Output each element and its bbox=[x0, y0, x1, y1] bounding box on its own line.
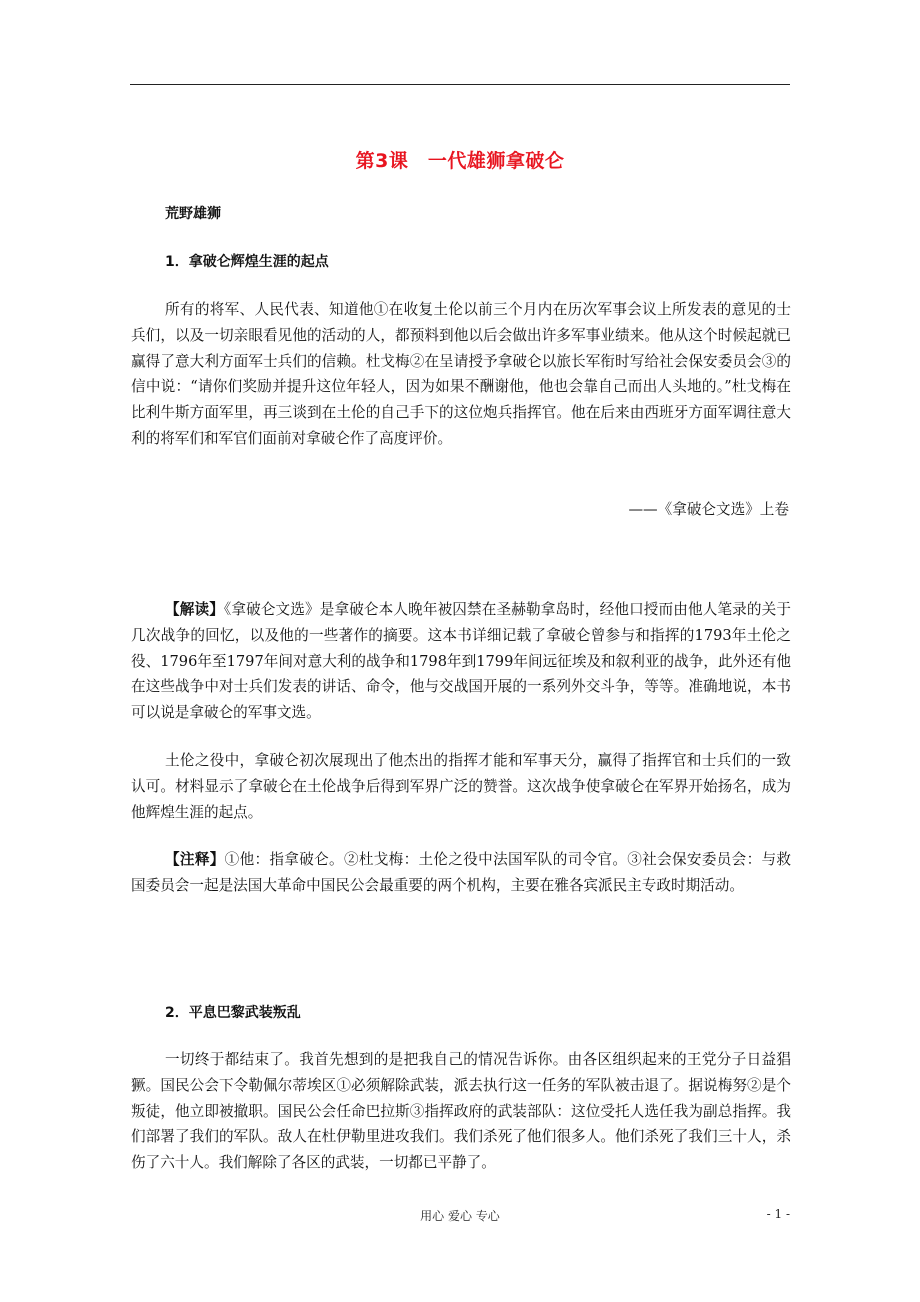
reading-paragraph bbox=[131, 597, 791, 726]
lesson-title: 第3课 一代雄狮拿破仑 bbox=[355, 150, 565, 172]
notes-text: ①他：指拿破仑。②杜戈梅：土伦之役中法国军队的司令官。③社会保安委员会：与救国委员会一起是法国大革命中国民公会最重要的两个机构，主要在雅各宾派民主专政时期活动。 bbox=[131, 851, 791, 894]
notes-label: 【注释】 bbox=[165, 851, 225, 868]
reading-label: 【解读】 bbox=[165, 601, 224, 618]
analysis-paragraph: 土伦之役中，拿破仑初次展现出了他杰出的指挥才能和军事天分，赢得了指挥官和士兵们的一致认可。材料显示了拿破仑在土伦战争后得到军界广泛的赞誉。这次战争使拿破仑在军界开始扬名，成为他辉煌生涯的起点。 bbox=[131, 752, 791, 821]
notes-paragraph bbox=[131, 847, 791, 899]
reading-text: 《拿破仑文选》是拿破仑本人晚年被囚禁在圣赫勒拿岛时，经他口授而由他人笔录的关于几次战争的回忆，以及他的一些著作的摘要。这本书详细记载了拿破仑曾参与和指挥的1793年土伦之役、1796年至1797年间对意大利的战争和1798年到1799年间远征埃及和叙利亚的战争，此外还有他在这些战争中对士兵们发表的讲话、命令，他与交战国开展的一系列外交斗争，等等。准确地说，本书可以说是拿破仑的军事文选。 bbox=[131, 601, 791, 722]
page-number: - 1 - bbox=[766, 1207, 790, 1221]
header-rule bbox=[130, 84, 790, 85]
part2-heading: 2．平息巴黎武装叛乱 bbox=[165, 1005, 301, 1021]
part1-heading: 1．拿破仑辉煌生涯的起点 bbox=[165, 254, 329, 270]
source-citation: ——《拿破仑文选》上卷 bbox=[628, 501, 789, 518]
section-heading: 荒野雄狮 bbox=[165, 206, 221, 222]
footer-motto: 用心 爱心 专心 bbox=[420, 1209, 500, 1223]
part2-text: 一切终于都结束了。我首先想到的是把我自己的情况告诉你。由各区组织起来的王党分子日益猖獗。国民公会下令勒佩尔蒂埃区①必须解除武装，派去执行这一任务的军队被击退了。据说梅努②是个叛徒，他立即被撤职。国民公会任命巴拉斯③指挥政府的武装部队：这位受托人选任我为副总指挥。我们部署了我们的军队。敌人在杜伊勒里进攻我们。我们杀死了他们很多人。他们杀死了我们三十人，杀伤了六十人。我们解除了各区的武装，一切都已平静了。 bbox=[131, 1051, 791, 1172]
part1-text: 所有的将军、人民代表、知道他①在收复土伦以前三个月内在历次军事会议上所发表的意见的士兵们，以及一切亲眼看见他的活动的人，都预料到他以后会做出许多军事业绩来。他从这个时候起就已赢得了意大利方面军士兵们的信赖。杜戈梅②在呈请授予拿破仑以旅长军衔时写给社会保安委员会③的信中说：“请你们奖励并提升这位年轻人，因为如果不酬谢他，他也会靠自己而出人头地的。”杜戈梅在比利牛斯方面军里，再三谈到在土伦的自己手下的这位炮兵指挥官。他在后来由西班牙方面军调往意大利的将军们和军官们面前对拿破仑作了高度评价。 bbox=[131, 301, 791, 447]
